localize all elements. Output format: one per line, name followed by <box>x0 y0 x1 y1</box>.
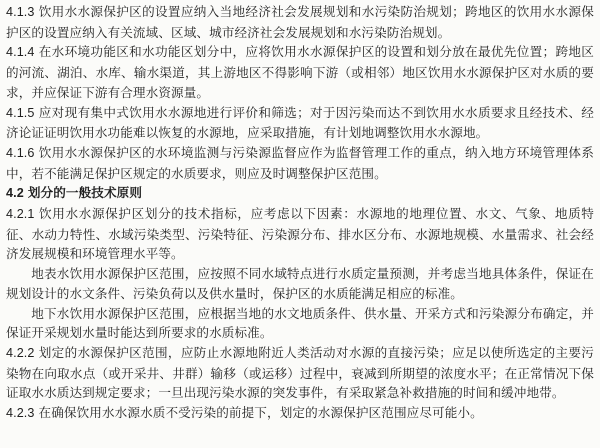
clause-text: 划定的水源保护区范围，应防止水源地附近人类活动对水源的直接污染；应足以使所选定的主要污染物在向取水点（或开采井、井群）输移（或运移）过程中，衰减到所期望的浓度水平；在正常情况下保证取水水质达到规定要求；一旦出现污染水源的突发事件，有采取紧急补救措施的时间和缓冲地带。 <box>6 344 594 401</box>
clause-4-2-2 <box>6 343 594 403</box>
clause-number: 4.1.5 <box>6 105 35 120</box>
paragraph-text: 地下水饮用水源保护区范围，应根据当地的水文地质条件、供水量、开采方式和污染源分布确定，并保证开采规划水量时能达到所要求的水质标准。 <box>6 305 594 341</box>
clause-text: 在水环境功能区和水功能区划分中，应将饮用水水源保护区的设置和划分放在最优先位置；跨地区的河流、湖泊、水库、输水渠道，其上游地区不得影响下游（或相邻）地区饮用水水源保护区对水质的要求，并应保证下游有合理水资源量。 <box>6 44 594 100</box>
paragraph-text: 地表水饮用水源保护区范围，应按照不同水域特点进行水质定量预测，并考虑当地具体条件，保证在规划设计的水文条件、污染负荷以及供水量时，保护区的水质能满足相应的标准。 <box>6 266 594 301</box>
clause-4-2-3 <box>6 403 594 424</box>
clause-text: 饮用水水源保护区的设置应纳入当地经济社会发展规划和水污染防治规划；跨地区的饮用水水源保护区的设置应纳入有关流域、区域、城市经济社会发展规划和水污染防治规划。 <box>6 4 594 40</box>
clause-4-1-6 <box>6 143 594 183</box>
clause-number: 4.2.1 <box>6 207 35 222</box>
clause-4-2-1 <box>6 204 594 264</box>
clause-4-1-5 <box>6 103 594 143</box>
clause-number: 4.1.6 <box>6 145 35 160</box>
section-title: 划分的一般技术原则 <box>27 185 143 201</box>
section-heading-4-2 <box>6 183 594 204</box>
clause-text: 饮用水水源保护区划分的技术指标，应考虑以下因素：水源地的地理位置、水文、气象、地质特征、水动力特性、水域污染类型、污染特征、污染源分布、排水区分布、水源地规模、水量需求、社会经济发展规模和环境管理水平等。 <box>6 206 594 262</box>
clause-4-1-4 <box>6 42 594 102</box>
clause-4-1-3 <box>6 2 594 42</box>
paragraph-surface-water <box>6 264 594 303</box>
clause-text: 在确保饮用水水源水质不受污染的前提下，划定的水源保护区范围应尽可能小。 <box>38 405 483 421</box>
clause-text: 应对现有集中式饮用水水源地进行评价和筛选；对于因污染而达不到饮用水水质要求且经技术、经济论证证明饮用水功能难以恢复的水源地，应采取措施，有计划地调整饮用水水源地。 <box>6 104 594 141</box>
paragraph-groundwater <box>6 304 594 343</box>
clause-number: 4.2.2 <box>6 345 35 360</box>
clause-number: 4.1.3 <box>6 5 35 19</box>
clause-number: 4.1.4 <box>6 45 35 60</box>
clause-text: 饮用水水源保护区的水环境监测与污染源监督应作为监督管理工作的重点，纳入地方环境管理体系中，若不能满足保护区规定的水质要求，则应及时调整保护区范围。 <box>6 144 594 181</box>
clause-number: 4.2.3 <box>6 406 35 421</box>
section-number: 4.2 <box>6 186 24 201</box>
